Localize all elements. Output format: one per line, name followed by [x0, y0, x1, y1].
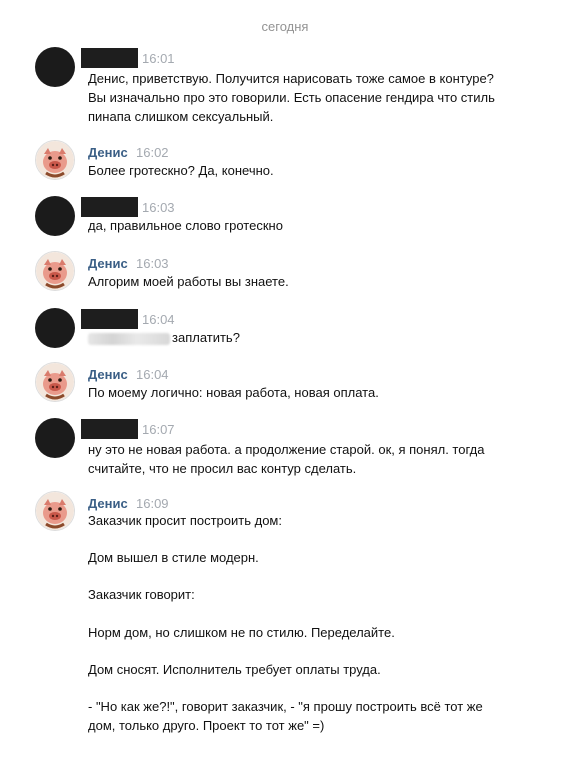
message-text: Алгорим моей работы вы знаете. — [88, 274, 289, 289]
date-separator: сегодня — [261, 19, 309, 34]
message-text — [88, 328, 508, 347]
sender-name[interactable]: Денис — [88, 367, 128, 382]
avatar[interactable] — [35, 308, 75, 348]
message-text: Денис, приветствую. Получится нарисовать тоже самое в контуре? Вы изначально про это говорили. Есть опасение гендира что стиль пинапа слишком сексуальный. — [88, 71, 495, 124]
message-text: да, правильное слово гротескно — [88, 218, 283, 233]
sender-name[interactable]: Денис — [88, 496, 128, 511]
message-time[interactable]: 16:03 — [142, 200, 175, 215]
avatar[interactable] — [35, 418, 75, 458]
redacted-sender-name — [81, 309, 138, 329]
message-text-visible: заплатить? — [172, 330, 240, 345]
blurred-text — [88, 333, 170, 345]
pig-avatar-icon — [36, 252, 74, 290]
sender-name[interactable]: Денис — [88, 256, 128, 271]
pig-avatar-icon — [36, 363, 74, 401]
avatar[interactable] — [35, 196, 75, 236]
redacted-sender-name — [81, 419, 138, 439]
message-time[interactable]: 16:04 — [142, 312, 175, 327]
message-time[interactable]: 16:03 — [136, 256, 169, 271]
message-time[interactable]: 16:07 — [142, 422, 175, 437]
message-text: Заказчик просит построить дом: Дом вышел в стиле модерн. Заказчик говорит: Норм дом, но слишком не по стилю. Переделайте. Дом сносят. Исполнитель требует оплаты труда. - "Но как же?!", говорит заказчик, - "я прошу построить всё тот же дом, только друго. Проект то тот же" =) — [88, 513, 483, 733]
avatar[interactable] — [35, 251, 75, 291]
message-time[interactable]: 16:04 — [136, 367, 169, 382]
pig-avatar-icon — [36, 141, 74, 179]
avatar[interactable] — [35, 491, 75, 531]
sender-name[interactable]: Денис — [88, 145, 128, 160]
message-time[interactable]: 16:01 — [142, 51, 175, 66]
message-text: По моему логично: новая работа, новая оплата. — [88, 385, 379, 400]
message-time[interactable]: 16:02 — [136, 145, 169, 160]
redacted-sender-name — [81, 197, 138, 217]
pig-avatar-icon — [36, 492, 74, 530]
redacted-sender-name — [81, 48, 138, 68]
message-text: Более гротескно? Да, конечно. — [88, 163, 274, 178]
avatar[interactable] — [35, 140, 75, 180]
avatar[interactable] — [35, 47, 75, 87]
message-time[interactable]: 16:09 — [136, 496, 169, 511]
message-text: ну это не новая работа. а продолжение старой. ок, я понял. тогда считайте, что не просил вас контур сделать. — [88, 442, 485, 476]
avatar[interactable] — [35, 362, 75, 402]
